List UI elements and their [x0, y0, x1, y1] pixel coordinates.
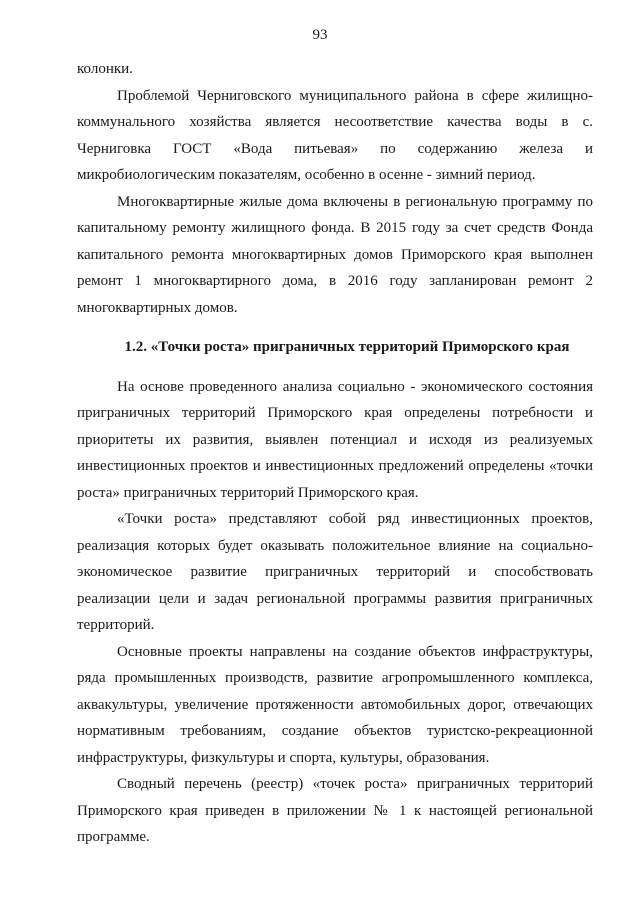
- paragraph-continuation: колонки.: [77, 61, 133, 77]
- section-heading: 1.2. «Точки роста» приграничных территорий Приморского края: [124, 339, 570, 355]
- paragraph-housing-repair: Многоквартирные жилые дома включены в региональную программу по капитальному ремонту жилищного фонда. В 2015 году за счет средств Фонда капитального ремонта многоквартирных домов Приморского края выполнен ремонт 1 многоквартирного дома, в 2016 году запланирован ремонт 2 многоквартирных домов.: [77, 193, 593, 316]
- paragraph-analysis: На основе проведенного анализа социально - экономического состояния приграничных территорий Приморского края определены потребности и приоритеты их развития, выявлен потенциал и исходя из реализуемых инвестиционных проектов и инвестиционных предложений определены «точки роста» приграничных территорий Приморского края.: [77, 378, 593, 501]
- paragraph-water-quality: Проблемой Черниговского муниципального района в сфере жилищно-коммунального хозяйства является несоответствие качества воды в с. Черниговка ГОСТ «Вода питьевая» по содержанию железа и микробиологическим показателям, особенно в осенне - зимний период.: [77, 87, 593, 183]
- paragraph-growth-points: «Точки роста» представляют собой ряд инвестиционных проектов, реализация которых будет оказывать положительное влияние на социально-экономическое развитие приграничных территорий и способствовать реализации цели и задач региональной программы развития приграничных территорий.: [77, 511, 593, 633]
- document-body: [77, 56, 593, 851]
- paragraph-main-projects: Основные проекты направлены на создание объектов инфраструктуры, ряда промышленных производств, развитие агропромышленного комплекса, аквакультуры, увеличение протяженности автомобильных дорог, отвечающих нормативным требованиям, создание объектов туристско-рекреационной инфраструктуры, физкультуры и спорта, культуры, образования.: [77, 643, 593, 766]
- page-number: 93: [312, 27, 328, 43]
- paragraph-registry: Сводный перечень (реестр) «точек роста» приграничных территорий Приморского края приведен в приложении № 1 к настоящей региональной программе.: [77, 776, 593, 845]
